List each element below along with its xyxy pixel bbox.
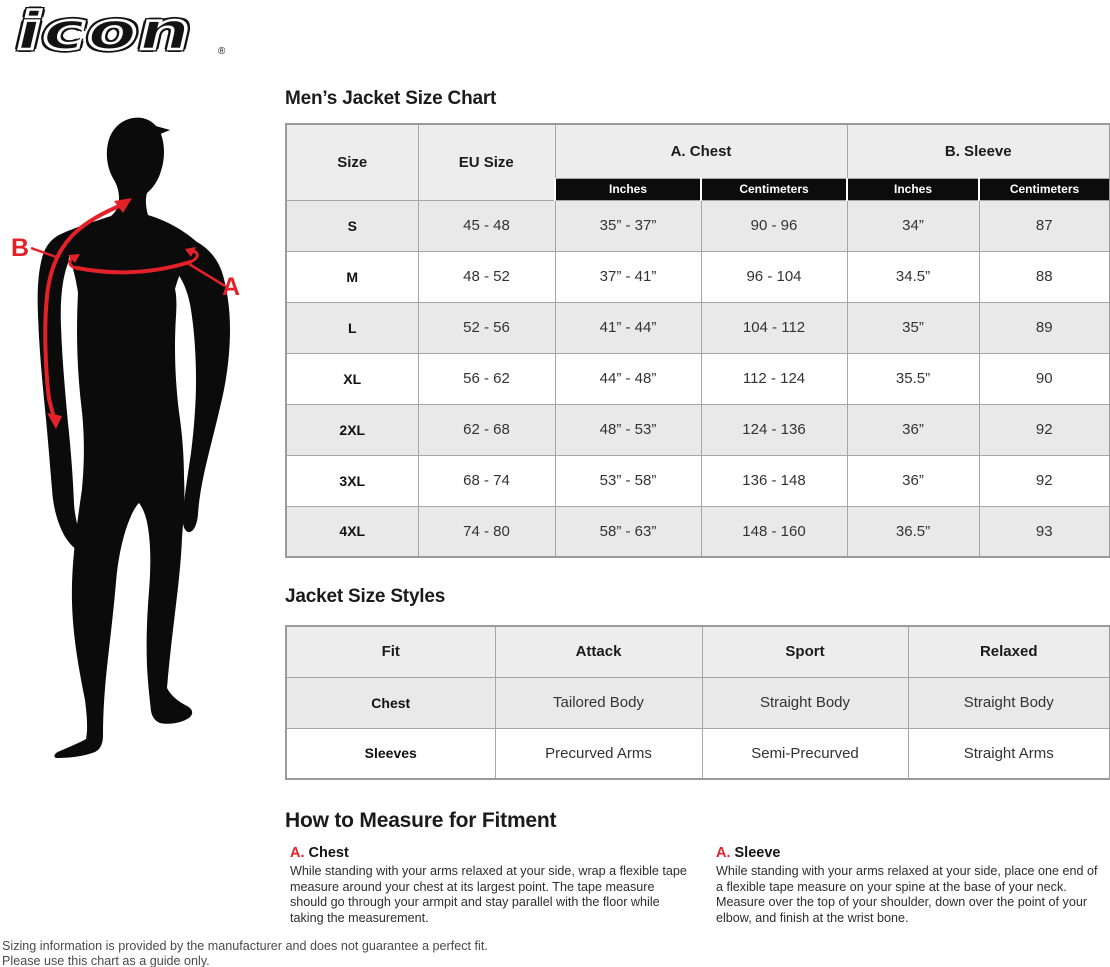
relaxed-sleeves-cell: Straight Arms xyxy=(908,728,1110,779)
attack-sleeves-cell: Precurved Arms xyxy=(495,728,702,779)
col-header-sport: Sport xyxy=(702,626,908,677)
fit-row-label: Chest xyxy=(286,677,495,728)
table-row xyxy=(286,200,1110,251)
chest-inches-cell: 35” - 37” xyxy=(555,200,701,251)
sleeve-cm-cell: 93 xyxy=(979,506,1110,557)
relaxed-chest-cell: Straight Body xyxy=(908,677,1110,728)
sleeve-inches-cell: 34” xyxy=(847,200,979,251)
table-row xyxy=(286,455,1110,506)
size-cell: XL xyxy=(286,353,418,404)
how-to-measure-title: How to Measure for Fitment xyxy=(285,809,557,832)
size-cell: 2XL xyxy=(286,404,418,455)
size-cell: 3XL xyxy=(286,455,418,506)
table-row xyxy=(286,251,1110,302)
fit-row-label: Sleeves xyxy=(286,728,495,779)
subheader-sleeve-centimeters: Centimeters xyxy=(979,178,1110,200)
subheader-sleeve-inches: Inches xyxy=(847,178,979,200)
size-cell: L xyxy=(286,302,418,353)
eu-size-cell: 45 - 48 xyxy=(418,200,555,251)
col-header-eu-size: EU Size xyxy=(418,124,555,200)
sleeve-cm-cell: 92 xyxy=(979,455,1110,506)
chest-inches-cell: 37” - 41” xyxy=(555,251,701,302)
eu-size-cell: 48 - 52 xyxy=(418,251,555,302)
attack-chest-cell: Tailored Body xyxy=(495,677,702,728)
sleeve-inches-cell: 36.5” xyxy=(847,506,979,557)
disclaimer-line-2: Please use this chart as a guide only. xyxy=(2,953,210,967)
styles-table-title: Jacket Size Styles xyxy=(285,586,446,607)
sleeve-inches-cell: 36” xyxy=(847,404,979,455)
chest-cm-cell: 90 - 96 xyxy=(701,200,847,251)
table-row xyxy=(286,404,1110,455)
eu-size-cell: 74 - 80 xyxy=(418,506,555,557)
sleeve-cm-cell: 89 xyxy=(979,302,1110,353)
disclaimer-line-1: Sizing information is provided by the manufacturer and does not guarantee a perfect fit. xyxy=(2,939,488,953)
measure-sleeve-name: Sleeve xyxy=(734,845,781,861)
size-cell: M xyxy=(286,251,418,302)
chest-cm-cell: 112 - 124 xyxy=(701,353,847,404)
silhouette-torso-legs xyxy=(54,215,197,758)
col-header-chest: A. Chest xyxy=(555,124,847,178)
eu-size-cell: 56 - 62 xyxy=(418,353,555,404)
eu-size-cell: 68 - 74 xyxy=(418,455,555,506)
eu-size-cell: 62 - 68 xyxy=(418,404,555,455)
sleeve-cm-cell: 88 xyxy=(979,251,1110,302)
diagram-label-a: A xyxy=(222,273,241,301)
sport-chest-cell: Straight Body xyxy=(702,677,908,728)
chest-cm-cell: 148 - 160 xyxy=(701,506,847,557)
size-cell: 4XL xyxy=(286,506,418,557)
measure-chest-name: Chest xyxy=(308,845,349,861)
sleeve-cm-cell: 90 xyxy=(979,353,1110,404)
chest-cm-cell: 104 - 112 xyxy=(701,302,847,353)
measure-chest-heading xyxy=(290,845,694,861)
size-chart-title: Men’s Jacket Size Chart xyxy=(285,88,497,109)
measure-sleeve-text: While standing with your arms relaxed at your side, place one end of a flexible tape measure on your spine at the base of your neck. Measure over the top of your shoulder, down over the point of your elbow, and finish at the wrist bone. xyxy=(716,864,1098,925)
chest-inches-cell: 44” - 48” xyxy=(555,353,701,404)
sizing-disclaimer xyxy=(2,939,488,967)
table-row xyxy=(286,677,1110,728)
sleeve-inches-cell: 35.5” xyxy=(847,353,979,404)
chest-cm-cell: 136 - 148 xyxy=(701,455,847,506)
styles-header-row xyxy=(286,626,1110,677)
col-header-fit: Fit xyxy=(286,626,495,677)
registered-trademark-symbol: ® xyxy=(218,46,226,57)
sport-sleeves-cell: Semi-Precurved xyxy=(702,728,908,779)
col-header-size: Size xyxy=(286,124,418,200)
chest-cm-cell: 124 - 136 xyxy=(701,404,847,455)
chest-cm-cell: 96 - 104 xyxy=(701,251,847,302)
chest-inches-cell: 48” - 53” xyxy=(555,404,701,455)
measure-chest-text: While standing with your arms relaxed at your side, wrap a flexible tape measure around your chest at its largest point. The tape measure should go through your armpit and stay parallel with the floor while taking the measurement. xyxy=(290,864,687,925)
table-row xyxy=(286,506,1110,557)
chest-inches-cell: 58” - 63” xyxy=(555,506,701,557)
male-silhouette xyxy=(38,118,230,758)
chest-inches-cell: 53” - 58” xyxy=(555,455,701,506)
sleeve-inches-cell: 35” xyxy=(847,302,979,353)
measure-sleeve-letter: A. xyxy=(716,845,731,861)
subheader-chest-centimeters: Centimeters xyxy=(701,178,847,200)
table-row xyxy=(286,353,1110,404)
jacket-size-styles-table xyxy=(285,625,1110,780)
col-header-relaxed: Relaxed xyxy=(908,626,1110,677)
measurement-diagram xyxy=(0,100,280,780)
sleeve-cm-cell: 92 xyxy=(979,404,1110,455)
measure-chest-letter: A. xyxy=(290,845,305,861)
sleeve-inches-cell: 34.5” xyxy=(847,251,979,302)
subheader-chest-inches: Inches xyxy=(555,178,701,200)
diagram-label-b: B xyxy=(11,234,30,262)
size-chart-header-row xyxy=(286,124,1110,178)
chest-inches-cell: 41” - 44” xyxy=(555,302,701,353)
measure-sleeve-heading xyxy=(716,845,1108,861)
icon-logo-text: icon xyxy=(10,2,200,62)
measure-instructions-chest xyxy=(290,845,694,926)
eu-size-cell: 52 - 56 xyxy=(418,302,555,353)
table-row xyxy=(286,302,1110,353)
sleeve-cm-cell: 87 xyxy=(979,200,1110,251)
measure-instructions-sleeve xyxy=(716,845,1108,926)
col-header-sleeve: B. Sleeve xyxy=(847,124,1110,178)
col-header-attack: Attack xyxy=(495,626,702,677)
icon-brand-logo xyxy=(10,2,280,72)
sleeve-inches-cell: 36” xyxy=(847,455,979,506)
size-cell: S xyxy=(286,200,418,251)
size-chart-table xyxy=(285,123,1110,558)
table-row xyxy=(286,728,1110,779)
